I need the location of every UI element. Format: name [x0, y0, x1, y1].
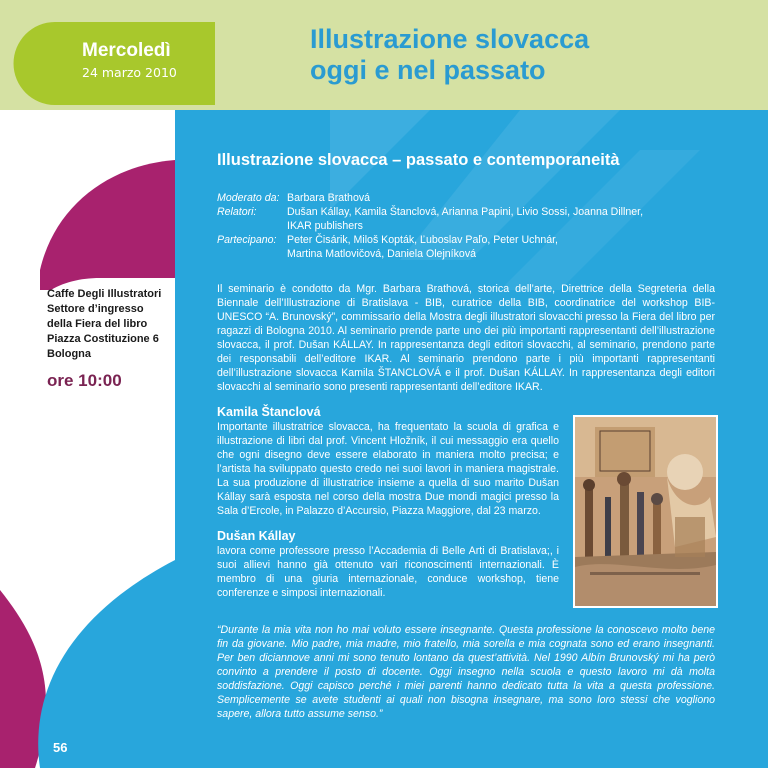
- venue-line: della Fiera del libro: [47, 318, 148, 330]
- speakers-row-continued: [217, 219, 715, 233]
- date-block: [82, 40, 177, 80]
- title-line: oggi e nel passato: [310, 55, 546, 85]
- speakers-value: IKAR publishers: [287, 220, 363, 232]
- moderator-row: [217, 191, 715, 205]
- dusan-heading: Dušan Kállay: [217, 529, 296, 543]
- section-title: Illustrazione slovacca – passato e contemporaneità: [217, 151, 620, 169]
- illustration-artwork: [575, 417, 716, 606]
- participants-value: Peter Čisárik, Miloš Kopták, Ľuboslav Paľo, Peter Uchnár,: [287, 234, 558, 246]
- venue-line: Bologna: [47, 348, 91, 360]
- event-time: ore 10:00: [47, 371, 122, 390]
- participants-row: [217, 233, 715, 247]
- quote-paragraph: “Durante la mia vita non ho mai voluto essere insegnante. Questa professione la conoscevo molto bene fin da giovane. Mio padre, mia madre, mio fratello, mia sorella e mia cognata sono ed erano insegnanti. Per ben diciannove anni mi sono tenuto lontano da quest’attività. Nel 1990 Albín Brunovský mi ha però convinto a prendere il posto di docente. Oggi insegno nella scuola e questo lavoro mi dà molta soddisfazione. Oggi capisco perché i miei parenti hanno dedicato tutta la vita a questa professione. Semplicemente se avete studenti ai quali non bisogna insegnare, ma sono loro stessi che vogliono sapere, allora tutto assume senso.”: [217, 624, 715, 720]
- moderator-label: Moderato da:: [217, 192, 280, 204]
- speakers-row: [217, 205, 715, 219]
- kamila-bio: Importante illustratrice slovacca, ha frequentato la scuola di grafica e illustrazione di libri dal prof. Vincent Hložník, il cui messaggio era quello che ogni disegno deve essere elaborato in maniera molto precisa; e l’artista ha sviluppato questo credo nei suoi lavori in maniera magistrale. La sua produzione di illustratrice insieme a quella di suo marito Dušan Kállay sarà esposta nel corso della mostra Due mondi magici presso la Sala d’Ercole, in Palazzo d’Accursio, Piazza Maggiore, dal 23 marzo.: [217, 421, 559, 517]
- speakers-value: Dušan Kállay, Kamila Štanclová, Arianna Papini, Livio Sossi, Joanna Dillner,: [287, 206, 644, 218]
- title-line: Illustrazione slovacca: [310, 24, 590, 54]
- participants-label: Partecipano:: [217, 234, 277, 246]
- venue-address: [47, 287, 172, 362]
- moderator-value: Barbara Brathová: [287, 192, 371, 204]
- intro-paragraph: Il seminario è condotto da Mgr. Barbara Brathová, storica dell’arte, Direttrice della Segreteria della Biennale dell’Illustrazione di Bratislava - BIB, curatrice della BIB, coordinatrice del workshop BIB-UNESCO “A. Brunovský”, commissario della Mostra degli illustratori slovacchi presso la Fiera del libro per ragazzi di Bologna 2010. Al seminario prende parte uno dei più importanti rappresentanti dell’illustrazione slovacca, il prof. Dušan KÁLLAY. In rappresentanza degli editori slovacchi, al seminario, prendono parte dei responsabili dell’editore IKAR. Al seminario prendono parte i più importanti rappresentanti dell’illustrazione slovacca Kamila ŠTANCLOVÁ e il prof. Dušan KÁLLAY. In rappresentanza degli editori slovacchi al seminario sono presenti rappresentanti dell’editore IKAR.: [217, 283, 715, 393]
- participants-value: Martina Matlovičová, Daniela Olejníková: [287, 248, 477, 260]
- participants-row-continued: [217, 247, 715, 261]
- page-number: 56: [53, 740, 68, 755]
- event-date: 24 marzo 2010: [82, 65, 177, 80]
- speakers-label: Relatori:: [217, 206, 257, 218]
- venue-line: Settore d’ingresso: [47, 303, 144, 315]
- venue-line: Caffe Degli Illustratori: [47, 288, 162, 300]
- venue-line: Piazza Costituzione 6: [47, 333, 159, 345]
- credits: [217, 191, 715, 261]
- page-title: [310, 24, 750, 86]
- dusan-bio: lavora come professore presso l’Accademia di Belle Arti di Bratislava;, i suoi allievi hanno già ottenuto vari riconoscimenti internazionali. È membro di una giuria internazionale, conduce workshop, tiene conferenze e simposi internazionali.: [217, 545, 559, 599]
- kamila-heading: Kamila Štanclová: [217, 405, 321, 419]
- weekday: Mercoledì: [82, 40, 171, 61]
- magenta-swoosh-shape: [40, 160, 175, 290]
- illustration-image: [573, 415, 718, 608]
